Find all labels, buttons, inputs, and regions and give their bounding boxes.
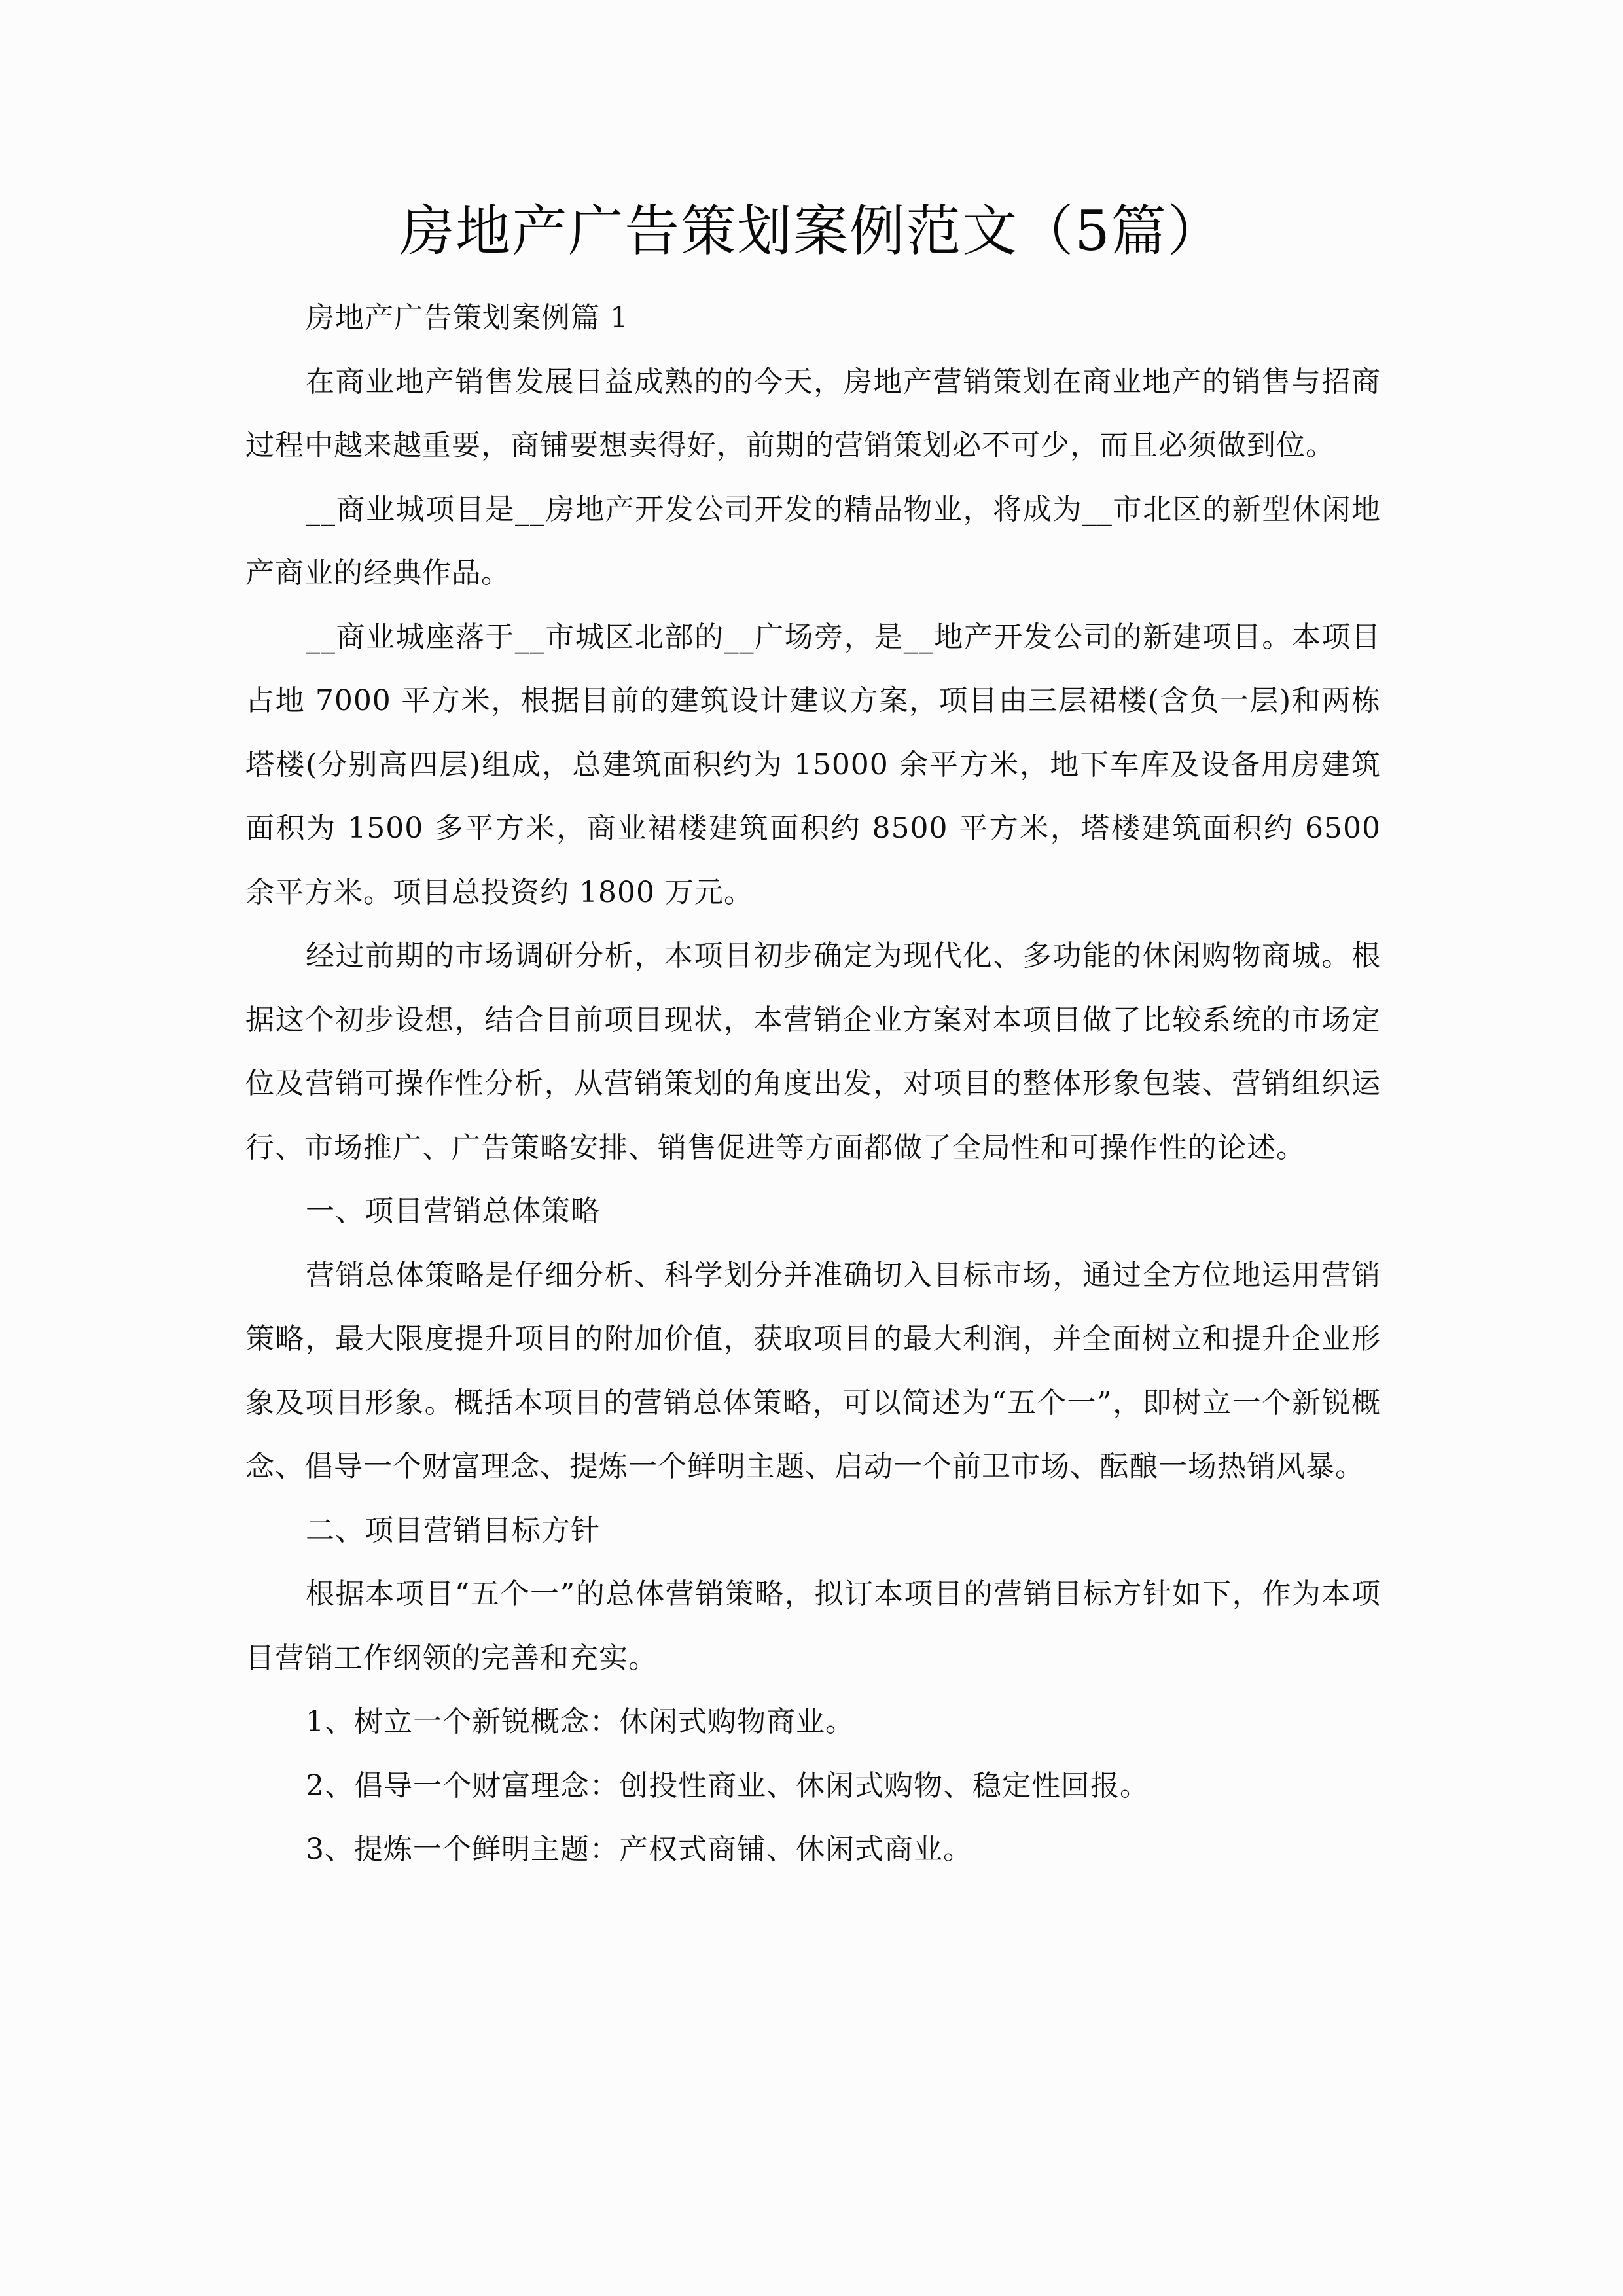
section-heading-marketing-goals: 二、项目营销目标方针 bbox=[306, 1513, 600, 1547]
section-heading-overall-strategy: 一、项目营销总体策略 bbox=[306, 1194, 600, 1228]
paragraph-project-overview: __商业城项目是__房地产开发公司开发的精品物业，将成为__市北区的新型休闲地产商业的经典作品。 bbox=[245, 492, 1381, 590]
paragraph-project-location: __商业城座落于__市城区北部的__广场旁，是__地产开发公司的新建项目。本项目占地 7000 平方米，根据目前的建筑设计建议方案，项目由三层裙楼(含负一层)和两栋塔楼(分别高四层)组成，总建筑面积约为 15000 余平方米，地下车库及设备用房建筑面积为 1500 多平方米，商业裙楼建筑面积约 8500 平方米，塔楼建筑面积约 6500 余平方米。项目总投资约 1800 万元。 bbox=[245, 620, 1381, 909]
paragraph-marketing-goals: 根据本项目“五个一”的总体营销策略，拟订本项目的营销目标方针如下，作为本项目营销工作纲领的完善和充实。 bbox=[245, 1577, 1381, 1675]
paragraph-market-research: 经过前期的市场调研分析，本项目初步确定为现代化、多功能的休闲购物商城。根据这个初步设想，结合目前项目现状，本营销企业方案对本项目做了比较系统的市场定位及营销可操作性分析，从营销策划的角度出发，对项目的整体形象包装、营销组织运行、市场推广、广告策略安排、销售促进等方面都做了全局性和可操作性的论述。 bbox=[245, 939, 1381, 1164]
paragraph-overall-strategy: 营销总体策略是仔细分析、科学划分并准确切入目标市场，通过全方位地运用营销策略，最大限度提升项目的附加价值，获取项目的最大利润，并全面树立和提升企业形象及项目形象。概括本项目的营销总体策略，可以简述为“五个一”，即树立一个新锐概念、倡导一个财富理念、提炼一个鲜明主题、启动一个前卫市场、酝酿一场热销风暴。 bbox=[245, 1258, 1381, 1483]
list-item-wealth-idea: 2、倡导一个财富理念：创投性商业、休闲式购物、稳定性回报。 bbox=[306, 1768, 1149, 1803]
article-subtitle: 房地产广告策划案例篇 1 bbox=[306, 301, 629, 334]
document-title: 房地产广告策划案例范文（5篇） bbox=[399, 199, 1224, 263]
paragraph-intro: 在商业地产销售发展日益成熟的的今天，房地产营销策划在商业地产的销售与招商过程中越来越重要，商铺要想卖得好，前期的营销策划必不可少，而且必须做到位。 bbox=[245, 365, 1381, 462]
list-item-theme: 3、提炼一个鲜明主题：产权式商铺、休闲式商业。 bbox=[306, 1833, 972, 1866]
list-item-concept: 1、树立一个新锐概念：休闲式购物商业。 bbox=[306, 1705, 855, 1738]
document-body bbox=[245, 286, 1381, 1882]
